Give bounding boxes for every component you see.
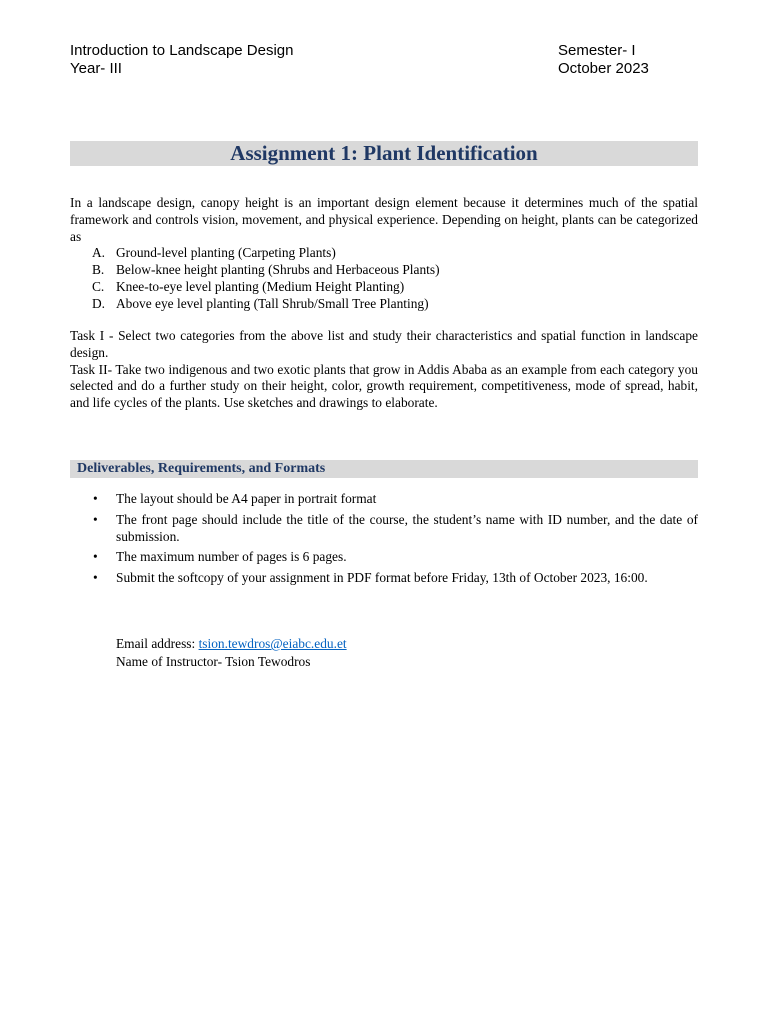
date-label: October 2023 xyxy=(558,60,649,77)
list-item xyxy=(70,245,698,262)
bullet-icon: • xyxy=(93,570,98,586)
intro-section xyxy=(70,195,698,313)
list-item xyxy=(70,570,698,587)
list-item xyxy=(70,296,698,313)
category-list xyxy=(70,245,698,312)
email-line xyxy=(116,635,347,653)
list-text: The maximum number of pages is 6 pages. xyxy=(116,549,347,565)
list-item xyxy=(70,491,698,508)
assignment-title: Assignment 1: Plant Identification xyxy=(230,141,538,165)
list-item xyxy=(70,512,698,546)
list-item xyxy=(70,262,698,279)
semester-label: Semester- I xyxy=(558,42,636,59)
list-item xyxy=(70,549,698,566)
list-marker: A. xyxy=(92,245,106,261)
bullet-icon: • xyxy=(93,511,98,527)
list-marker: D. xyxy=(92,295,106,311)
bullet-icon: • xyxy=(93,549,98,565)
list-text: The layout should be A4 paper in portrait format xyxy=(116,491,377,506)
email-link[interactable]: tsion.tewdros@eiabc.edu.et xyxy=(198,636,347,651)
list-marker: B. xyxy=(92,262,105,278)
tasks-section xyxy=(70,328,698,412)
bullet-icon: • xyxy=(93,491,98,506)
task-two: Task II- Take two indigenous and two exotic plants that grow in Addis Ababa as an example from each category you selected and do a further study on their height, color, growth requirement, competitiveness, mode of spread, habit, and life cycles of the plants. Use sketches and drawings to elaborate. xyxy=(70,361,698,411)
list-text: The front page should include the title of the course, the student’s name with ID number, and the date of submission. xyxy=(116,511,698,544)
contact-block xyxy=(116,635,347,671)
deliverables-heading: Deliverables, Requirements, and Formats xyxy=(77,461,326,476)
header-left xyxy=(70,42,293,78)
list-text: Above eye level planting (Tall Shrub/Small Tree Planting) xyxy=(116,295,429,311)
deliverables-list xyxy=(70,491,698,591)
year-label: Year- III xyxy=(70,60,122,77)
deliverables-band xyxy=(70,460,698,478)
list-text: Knee-to-eye level planting (Medium Height Planting) xyxy=(116,278,405,294)
header-right xyxy=(558,42,649,78)
list-text: Below-knee height planting (Shrubs and Herbaceous Plants) xyxy=(116,262,440,278)
instructor-name: Name of Instructor- Tsion Tewodros xyxy=(116,654,311,669)
intro-paragraph: In a landscape design, canopy height is an important design element because it determines much of the spatial framework and controls vision, movement, and physical experience. Depending on height, plants can be categorized as xyxy=(70,195,698,244)
list-item xyxy=(70,279,698,296)
course-name: Introduction to Landscape Design xyxy=(70,42,294,59)
list-text: Submit the softcopy of your assignment in PDF format before Friday, 13th of October 2023, 16:00. xyxy=(116,570,648,586)
list-marker: C. xyxy=(92,278,105,294)
task-one: Task I - Select two categories from the above list and study their characteristics and spatial function in landscape design. xyxy=(70,328,698,360)
title-band xyxy=(70,141,698,166)
list-text: Ground-level planting (Carpeting Plants) xyxy=(116,245,336,261)
email-label: Email address: xyxy=(116,636,199,651)
